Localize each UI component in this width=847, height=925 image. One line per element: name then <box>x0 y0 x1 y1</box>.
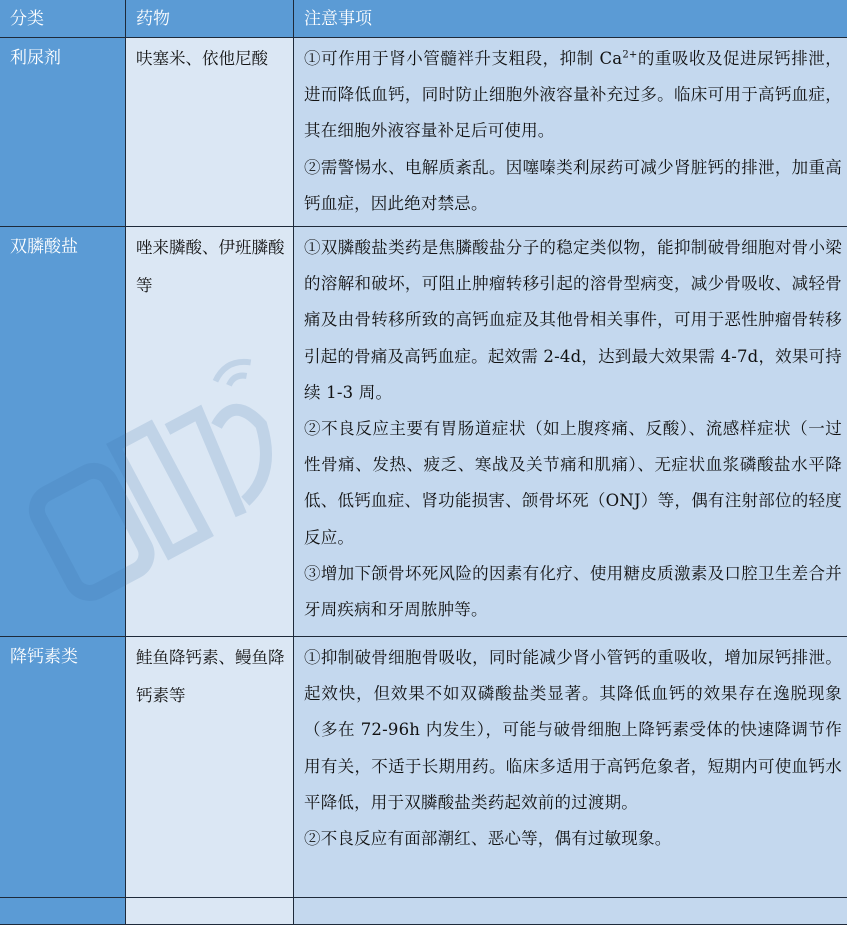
category-cell-empty <box>0 898 126 925</box>
header-notes: 注意事项 <box>294 0 847 38</box>
table-row <box>0 637 847 898</box>
note-paragraph: ②需警惕水、电解质紊乱。因噻嗪类利尿药可减少肾脏钙的排泄，加重高钙血症，因此绝对禁忌。 <box>304 150 842 222</box>
header-drug: 药物 <box>126 0 294 38</box>
drug-cell: 鲑鱼降钙素、鳗鱼降钙素等 <box>126 637 294 898</box>
drug-cell-empty <box>126 898 294 925</box>
notes-cell <box>294 227 847 637</box>
notes-cell <box>294 38 847 227</box>
drug-cell: 呋塞米、依他尼酸 <box>126 38 294 227</box>
category-cell: 利尿剂 <box>0 38 126 227</box>
note-paragraph: ①抑制破骨细胞骨吸收，同时能减少肾小管钙的重吸收，增加尿钙排泄。起效快，但效果不如双磷酸盐类显著。其降低血钙的效果存在逸脱现象（多在 72-96h 内发生），可能与破骨细胞上降钙素受体的快速降调节作用有关，不适于长期用药。临床多适用于高钙危象者，短期内可使血钙水平降低，用于双膦酸盐类药起效前的过渡期。 <box>304 640 842 821</box>
note-paragraph: ②不良反应有面部潮红、恶心等，偶有过敏现象。 <box>304 821 842 857</box>
table-row <box>0 38 847 227</box>
header-category: 分类 <box>0 0 126 38</box>
table-row-partial <box>0 898 847 925</box>
note-paragraph: ②不良反应主要有胃肠道症状（如上腹疼痛、反酸）、流感样症状（一过性骨痛、发热、疲乏、寒战及关节痛和肌痛）、无症状血浆磷酸盐水平降低、低钙血症、肾功能损害、颌骨坏死（ONJ）等，偶有注射部位的轻度反应。 <box>304 411 842 556</box>
category-cell: 双膦酸盐 <box>0 227 126 637</box>
note-paragraph: ③增加下颌骨坏死风险的因素有化疗、使用糖皮质激素及口腔卫生差合并牙周疾病和牙周脓肿等。 <box>304 556 842 628</box>
table-row <box>0 227 847 637</box>
drug-cell: 唑来膦酸、伊班膦酸等 <box>126 227 294 637</box>
note-paragraph: ①双膦酸盐类药是焦膦酸盐分子的稳定类似物，能抑制破骨细胞对骨小梁的溶解和破坏，可阻止肿瘤转移引起的溶骨型病变，减少骨吸收、减轻骨痛及由骨转移所致的高钙血症及其他骨相关事件，可用于恶性肿瘤骨转移引起的骨痛及高钙血症。起效需 2-4d，达到最大效果需 4-7d，效果可持续 1-3 周。 <box>304 230 842 411</box>
note-paragraph: ①可作用于肾小管髓袢升支粗段，抑制 $Ca^{2+}$的重吸收及促进尿钙排泄，进而降低血钙，同时防止细胞外液容量补充过多。临床可用于高钙血症，其在细胞外液容量补足后可使用。 <box>304 41 842 150</box>
notes-cell <box>294 637 847 898</box>
category-cell: 降钙素类 <box>0 637 126 898</box>
table-header-row <box>0 0 847 38</box>
notes-cell-empty <box>294 898 847 925</box>
